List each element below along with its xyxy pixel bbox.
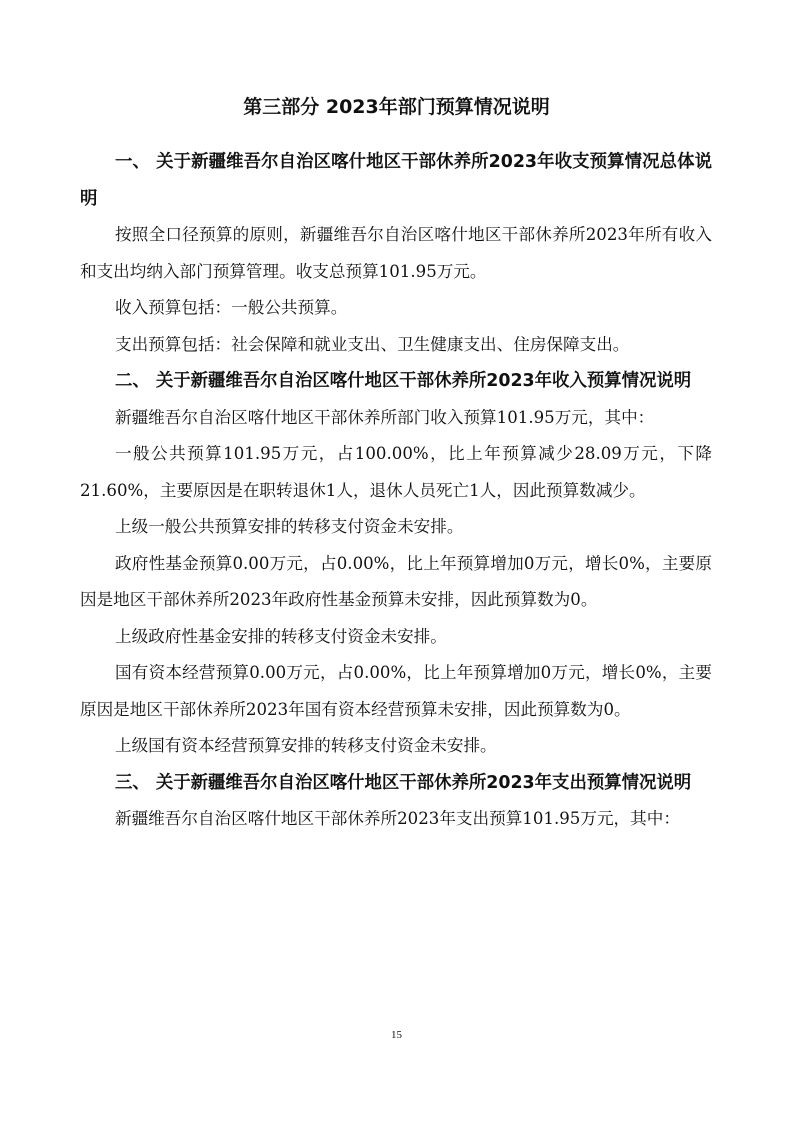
paragraph: 国有资本经营预算0.00万元，占0.00%，比上年预算增加0万元，增长0%，主要原因是地区干部休养所2023年国有资本经营预算未安排，因此预算数为0。 [80,663,712,719]
section-heading-1: 一、 关于新疆维吾尔自治区喀什地区干部休养所2023年收支预算情况总体说明 [80,152,712,209]
paragraph: 上级国有资本经营预算安排的转移支付资金未安排。 [115,736,497,755]
paragraph: 上级政府性基金安排的转移支付资金未安排。 [115,626,447,646]
paragraph: 政府性基金预算0.00万元，占0.00%，比上年预算增加0万元，增长0%，主要原因是地区干部休养所2023年政府性基金预算未安排，因此预算数为0。 [80,553,712,609]
paragraph: 新疆维吾尔自治区喀什地区干部休养所部门收入预算101.95万元，其中： [115,407,655,427]
paragraph: 一般公共预算101.95万元，占100.00%，比上年预算减少28.09万元，下降21.60%，主要原因是在职转退休1人，退休人员死亡1人，因此预算数减少。 [80,444,712,500]
paragraph: 支出预算包括：社会保障和就业支出、卫生健康支出、住房保障支出。 [115,334,630,354]
paragraph: 新疆维吾尔自治区喀什地区干部休养所2023年支出预算101.95万元，其中： [115,809,680,828]
paragraph: 收入预算包括：一般公共预算。 [115,298,348,317]
paragraph: 上级一般公共预算安排的转移支付资金未安排。 [115,517,464,536]
page-number: 15 [391,1029,402,1041]
paragraph: 按照全口径预算的原则，新疆维吾尔自治区喀什地区干部休养所2023年所有收入和支出均纳入部门预算管理。收支总预算101.95万元。 [80,225,712,281]
section-heading-3: 三、 关于新疆维吾尔自治区喀什地区干部休养所2023年支出预算情况说明 [115,772,692,793]
page-title: 第三部分 2023年部门预算情况说明 [243,96,550,118]
document-body [80,144,712,838]
section-heading-2: 二、 关于新疆维吾尔自治区喀什地区干部休养所2023年收入预算情况说明 [115,371,692,391]
